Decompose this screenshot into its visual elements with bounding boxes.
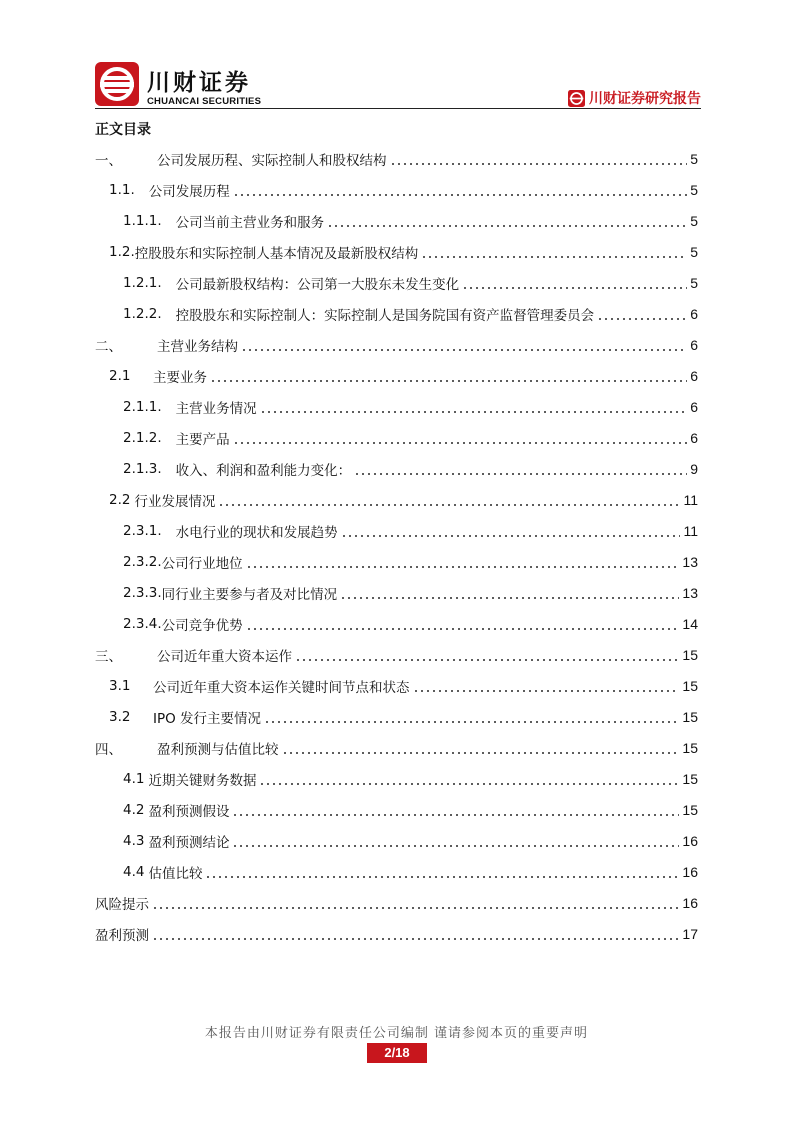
toc-leader-dots xyxy=(295,659,679,661)
toc-entry-page: 6 xyxy=(690,336,698,353)
toc-entry[interactable] xyxy=(95,143,698,174)
toc-leader-dots xyxy=(246,566,680,568)
toc-leader-dots xyxy=(152,938,679,940)
toc-leader-dots xyxy=(597,318,687,320)
toc-entry-page: 11 xyxy=(683,522,698,539)
toc-entry-text: 同行业主要参与者及对比情况 xyxy=(161,586,338,603)
toc-leader-dots xyxy=(259,783,679,785)
toc-entry[interactable] xyxy=(95,422,698,453)
toc-entry[interactable] xyxy=(95,856,698,887)
toc-entry-text: 控股股东和实际控制人基本情况及最新股权结构 xyxy=(134,245,419,262)
toc-entry[interactable] xyxy=(95,236,698,267)
toc-entry[interactable] xyxy=(95,546,698,577)
toc-entry-number: 1.1. xyxy=(109,181,135,198)
toc-leader-dots xyxy=(462,287,687,289)
toc-leader-dots xyxy=(246,628,680,630)
toc-entry-number: 2.3.2. xyxy=(123,553,162,570)
toc-leader-dots xyxy=(232,845,679,847)
toc-entry-page: 16 xyxy=(682,832,698,849)
toc-entry-number: 2.1.1. xyxy=(123,398,162,415)
toc-leader-dots xyxy=(233,442,688,444)
toc-entry-number: 1.2. xyxy=(109,243,135,260)
toc-entry-number: 1.1.1. xyxy=(123,212,162,229)
page-indicator: 2/18 xyxy=(367,1043,427,1063)
toc-entry-text: 近期关键财务数据 xyxy=(148,772,257,789)
toc-entry-page: 5 xyxy=(690,274,698,291)
toc-entry[interactable] xyxy=(95,391,698,422)
toc-entry-text: 盈利预测结论 xyxy=(148,834,230,851)
toc-entry-text: 风险提示 xyxy=(95,896,149,913)
toc-entry-page: 9 xyxy=(690,460,698,477)
report-logo-icon xyxy=(568,90,585,107)
toc-entry-page: 15 xyxy=(682,677,698,694)
toc-entry-page: 15 xyxy=(682,646,698,663)
toc-entry[interactable] xyxy=(95,608,698,639)
toc-entry[interactable] xyxy=(95,825,698,856)
toc-leader-dots xyxy=(241,349,687,351)
toc-entry-page: 5 xyxy=(690,150,698,167)
toc-leader-dots xyxy=(421,256,687,258)
toc-entry[interactable] xyxy=(95,329,698,360)
toc-entry-page: 17 xyxy=(682,925,698,942)
toc-entry-text: 行业发展情况 xyxy=(134,493,216,510)
toc-entry-text: 公司发展历程 xyxy=(148,183,230,200)
logo-text-cn: 川财证券 xyxy=(147,70,251,96)
toc-entry-text: 主要业务 xyxy=(153,369,207,386)
toc-entry-text: 公司竞争优势 xyxy=(161,617,243,634)
toc-entry[interactable] xyxy=(95,453,698,484)
toc-leader-dots xyxy=(152,907,679,909)
toc-entry-text: 主营业务情况 xyxy=(175,400,257,417)
report-label xyxy=(568,88,701,108)
toc-entry-text: 公司当前主营业务和服务 xyxy=(175,214,325,231)
toc-entry-number: 2.1.3. xyxy=(123,460,162,477)
toc-entry-number: 一、 xyxy=(95,152,122,169)
toc-leader-dots xyxy=(354,473,687,475)
toc-entry-number: 四、 xyxy=(95,741,122,758)
toc-entry-text: 盈利预测假设 xyxy=(148,803,230,820)
toc-leader-dots xyxy=(413,690,680,692)
toc-entry-number: 2.1 xyxy=(109,367,131,384)
page-header xyxy=(95,58,701,112)
toc-entry-page: 6 xyxy=(690,305,698,322)
toc-entry-page: 16 xyxy=(682,863,698,880)
toc-leader-dots xyxy=(232,814,679,816)
table-of-contents xyxy=(95,143,698,949)
toc-entry[interactable] xyxy=(95,670,698,701)
toc-leader-dots xyxy=(390,163,688,165)
toc-leader-dots xyxy=(233,194,687,196)
toc-entry-number: 2.3.3. xyxy=(123,584,162,601)
toc-entry-text: IPO 发行主要情况 xyxy=(153,710,262,727)
toc-leader-dots xyxy=(260,411,688,413)
toc-entry[interactable] xyxy=(95,639,698,670)
toc-leader-dots xyxy=(282,752,680,754)
toc-entry-page: 5 xyxy=(690,212,698,229)
toc-leader-dots xyxy=(205,876,679,878)
toc-entry-number: 1.2.2. xyxy=(123,305,162,322)
toc-entry-page: 5 xyxy=(690,243,698,260)
toc-entry-number: 4.4 xyxy=(123,863,145,880)
toc-entry-page: 6 xyxy=(690,367,698,384)
toc-entry[interactable] xyxy=(95,887,698,918)
toc-entry[interactable] xyxy=(95,577,698,608)
toc-entry-number: 2.1.2. xyxy=(123,429,162,446)
toc-entry[interactable] xyxy=(95,484,698,515)
toc-entry-text: 公司行业地位 xyxy=(161,555,243,572)
toc-entry[interactable] xyxy=(95,918,698,949)
toc-leader-dots xyxy=(327,225,687,227)
toc-entry-page: 14 xyxy=(682,615,698,632)
toc-leader-dots xyxy=(218,504,680,506)
toc-entry-page: 6 xyxy=(690,429,698,446)
toc-entry-page: 15 xyxy=(682,801,698,818)
toc-entry[interactable] xyxy=(95,267,698,298)
toc-entry-page: 5 xyxy=(690,181,698,198)
toc-entry[interactable] xyxy=(95,205,698,236)
toc-entry-number: 4.3 xyxy=(123,832,145,849)
toc-entry-text: 控股股东和实际控制人：实际控制人是国务院国有资产监督管理委员会 xyxy=(175,307,595,324)
toc-entry-page: 15 xyxy=(682,770,698,787)
report-label-text: 川财证券研究报告 xyxy=(589,91,701,107)
toc-entry-page: 13 xyxy=(682,584,698,601)
toc-entry[interactable] xyxy=(95,298,698,329)
toc-entry-text: 水电行业的现状和发展趋势 xyxy=(175,524,338,541)
toc-entry-page: 15 xyxy=(682,708,698,725)
toc-entry-text: 估值比较 xyxy=(148,865,203,882)
toc-entry-text: 公司近年重大资本运作关键时间节点和状态 xyxy=(153,679,410,696)
toc-leader-dots xyxy=(341,535,681,537)
toc-entry-text: 盈利预测与估值比较 xyxy=(157,741,279,758)
toc-entry-number: 2.3.4. xyxy=(123,615,162,632)
toc-entry-page: 13 xyxy=(682,553,698,570)
toc-entry-number: 2.2 xyxy=(109,491,131,508)
toc-entry-page: 11 xyxy=(683,491,698,508)
toc-entry-text: 公司最新股权结构：公司第一大股东未发生变化 xyxy=(175,276,460,293)
toc-entry-number: 4.2 xyxy=(123,801,145,818)
toc-entry-page: 15 xyxy=(682,739,698,756)
toc-entry-number: 4.1 xyxy=(123,770,145,787)
toc-leader-dots xyxy=(210,380,687,382)
toc-entry-number: 3.1 xyxy=(109,677,131,694)
toc-entry[interactable] xyxy=(95,360,698,391)
toc-entry-text: 主要产品 xyxy=(175,431,230,448)
company-logo-icon xyxy=(95,62,139,106)
toc-entry-text: 公司发展历程、实际控制人和股权结构 xyxy=(157,152,387,169)
toc-leader-dots xyxy=(340,597,679,599)
toc-entry-number: 3.2 xyxy=(109,708,131,725)
toc-entry-number: 1.2.1. xyxy=(123,274,162,291)
logo-text-en: CHUANCAI SECURITIES xyxy=(147,96,262,107)
toc-entry-page: 6 xyxy=(690,398,698,415)
toc-entry[interactable] xyxy=(95,794,698,825)
toc-entry[interactable] xyxy=(95,732,698,763)
toc-entry[interactable] xyxy=(95,763,698,794)
toc-entry-text: 公司近年重大资本运作 xyxy=(157,648,292,665)
toc-entry-number: 二、 xyxy=(95,338,122,355)
toc-entry-number: 三、 xyxy=(95,648,122,665)
toc-entry-text: 主营业务结构 xyxy=(157,338,238,355)
footer-statement: 本报告由川财证券有限责任公司编制 谨请参阅本页的重要声明 xyxy=(204,1026,589,1041)
toc-entry-page: 16 xyxy=(682,894,698,911)
toc-leader-dots xyxy=(264,721,679,723)
toc-entry[interactable] xyxy=(95,174,698,205)
header-divider xyxy=(95,108,701,109)
toc-entry[interactable] xyxy=(95,701,698,732)
toc-entry-text: 盈利预测 xyxy=(95,927,149,944)
toc-entry-number: 2.3.1. xyxy=(123,522,162,539)
toc-entry-text: 收入、利润和盈利能力变化： xyxy=(175,462,352,479)
toc-title: 正文目录 xyxy=(95,122,151,138)
toc-entry[interactable] xyxy=(95,515,698,546)
